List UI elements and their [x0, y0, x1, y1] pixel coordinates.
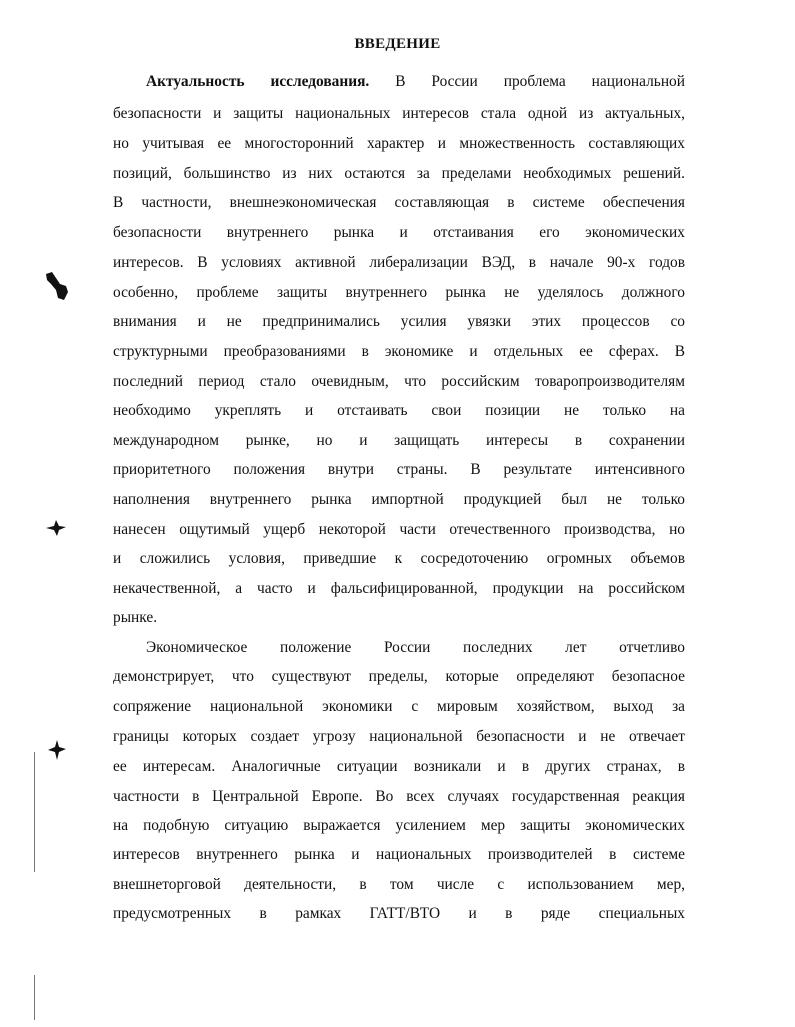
paragraph-lead: Актуальность исследования. — [146, 73, 370, 90]
text-line: интересов. В условиях активной либерализации ВЭД, в начале 90-х годов — [113, 254, 685, 271]
text-line: рынке. — [113, 609, 158, 626]
scan-edge-line — [34, 752, 35, 872]
text-line: ее интересам. Аналогичные ситуации возникали и в других странах, в — [113, 758, 685, 775]
ink-blot-mark — [42, 270, 72, 304]
text-line: Экономическое положение России последних лет отчетливо — [146, 639, 685, 656]
text-line: В частности, внешнеэкономическая составляющая в системе обеспечения — [113, 194, 685, 211]
ink-blot-mark — [46, 738, 68, 762]
text-line: приоритетного положения внутри страны. В результате интенсивного — [113, 461, 685, 478]
text-line: внимания и не предпринимались усилия увязки этих процессов со — [113, 313, 685, 330]
text-line: и сложились условия, приведшие к сосредоточению огромных объемов — [113, 550, 685, 567]
ink-blot-mark — [44, 518, 68, 538]
text-line: некачественной, а часто и фальсифицированной, продукции на российском — [113, 580, 685, 597]
text-line: сопряжение национальной экономики с мировым хозяйством, выход за — [113, 698, 685, 715]
page-title: ВВЕДЕНИЕ — [354, 36, 441, 52]
text-line: структурными преобразованиями в экономике и отдельных ее сферах. В — [113, 343, 685, 360]
text-line: В России проблема национальной — [395, 73, 685, 90]
text-line: безопасности внутреннего рынка и отстаивания его экономических — [113, 224, 685, 241]
text-line: необходимо укреплять и отстаивать свои позиции не только на — [113, 402, 685, 419]
text-line: на подобную ситуацию выражается усилением мер защиты экономических — [113, 817, 685, 834]
text-line: внешнеторговой деятельности, в том числе с использованием мер, — [113, 876, 685, 893]
text-line: нанесен ощутимый ущерб некоторой части отечественного производства, но — [113, 521, 685, 538]
text-line: наполнения внутреннего рынка импортной продукцией был не только — [113, 491, 685, 508]
text-line: предусмотренных в рамках ГАТТ/ВТО и в ряде специальных — [113, 905, 685, 922]
text-line: частности в Центральной Европе. Во всех случаях государственная реакция — [113, 788, 685, 805]
text-line: последний период стало очевидным, что российским товаропроизводителям — [113, 373, 685, 390]
scan-edge-line — [34, 975, 35, 1020]
text-line: демонстрирует, что существуют пределы, которые определяют безопасное — [113, 668, 685, 685]
text-line: международном рынке, но и защищать интересы в сохранении — [113, 432, 685, 449]
text-line: особенно, проблеме защиты внутреннего рынка не уделялось должного — [113, 284, 685, 301]
text-line: но учитывая ее многосторонний характер и множественность составляющих — [113, 135, 685, 152]
text-line: границы которых создает угрозу национальной безопасности и не отвечает — [113, 728, 685, 745]
text-line: безопасности и защиты национальных интересов стала одной из актуальных, — [113, 105, 685, 122]
text-line: интересов внутреннего рынка и национальных производителей в системе — [113, 846, 685, 863]
paragraph-1-line-1 — [146, 72, 685, 92]
text-line: позиций, большинство из них остаются за пределами необходимых решений. — [113, 165, 685, 182]
